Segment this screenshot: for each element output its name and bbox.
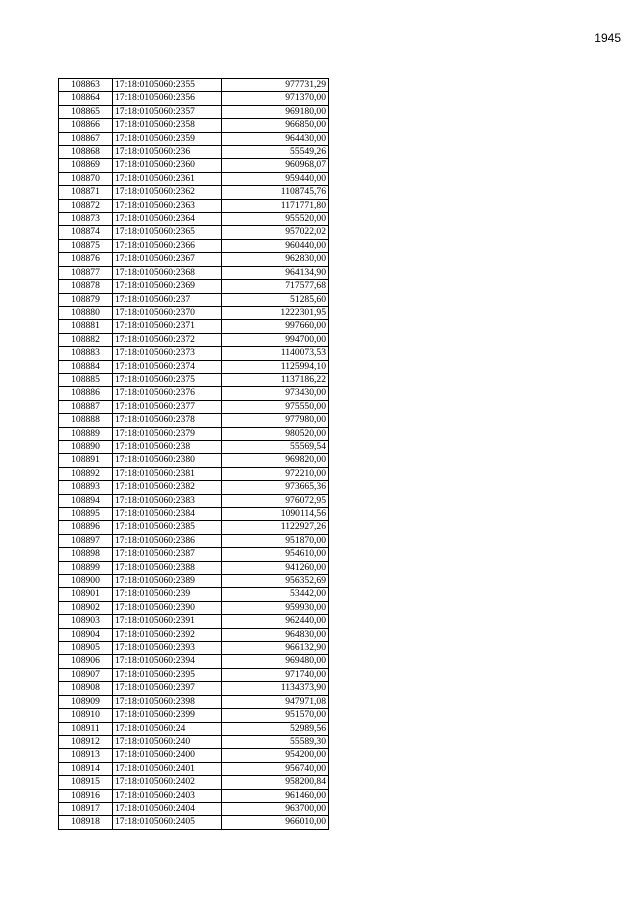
table-row xyxy=(59,682,329,695)
row-id-cell: 108865 xyxy=(59,105,113,118)
table-row xyxy=(59,333,329,346)
table-row xyxy=(59,588,329,601)
cadastral-number-cell: 17:18:0105060:2404 xyxy=(113,802,222,815)
table-row xyxy=(59,306,329,319)
value-cell: 969180,00 xyxy=(222,105,329,118)
ledger-body xyxy=(59,79,329,830)
value-cell: 964830,00 xyxy=(222,628,329,641)
cadastral-number-cell: 17:18:0105060:2392 xyxy=(113,628,222,641)
row-id-cell: 108902 xyxy=(59,601,113,614)
value-cell: 972210,00 xyxy=(222,467,329,480)
row-id-cell: 108883 xyxy=(59,347,113,360)
cadastral-number-cell: 17:18:0105060:2401 xyxy=(113,762,222,775)
table-row xyxy=(59,414,329,427)
cadastral-number-cell: 17:18:0105060:2369 xyxy=(113,280,222,293)
cadastral-number-cell: 17:18:0105060:2359 xyxy=(113,132,222,145)
table-row xyxy=(59,427,329,440)
row-id-cell: 108895 xyxy=(59,508,113,521)
value-cell: 957022,02 xyxy=(222,226,329,239)
value-cell: 963700,00 xyxy=(222,802,329,815)
value-cell: 969480,00 xyxy=(222,655,329,668)
row-id-cell: 108875 xyxy=(59,239,113,252)
value-cell: 717577,68 xyxy=(222,280,329,293)
row-id-cell: 108889 xyxy=(59,427,113,440)
cadastral-number-cell: 17:18:0105060:2387 xyxy=(113,548,222,561)
row-id-cell: 108868 xyxy=(59,146,113,159)
row-id-cell: 108866 xyxy=(59,119,113,132)
cadastral-number-cell: 17:18:0105060:2378 xyxy=(113,414,222,427)
row-id-cell: 108917 xyxy=(59,802,113,815)
cadastral-number-cell: 17:18:0105060:2389 xyxy=(113,575,222,588)
table-row xyxy=(59,293,329,306)
value-cell: 52989,56 xyxy=(222,722,329,735)
row-id-cell: 108894 xyxy=(59,494,113,507)
value-cell: 973665,36 xyxy=(222,481,329,494)
cadastral-number-cell: 17:18:0105060:2391 xyxy=(113,615,222,628)
cadastral-number-cell: 17:18:0105060:24 xyxy=(113,722,222,735)
cadastral-number-cell: 17:18:0105060:2397 xyxy=(113,682,222,695)
table-row xyxy=(59,628,329,641)
cadastral-number-cell: 17:18:0105060:2357 xyxy=(113,105,222,118)
value-cell: 959930,00 xyxy=(222,601,329,614)
cadastral-number-cell: 17:18:0105060:2367 xyxy=(113,253,222,266)
value-cell: 971370,00 xyxy=(222,92,329,105)
table-row xyxy=(59,105,329,118)
value-cell: 1108745,76 xyxy=(222,186,329,199)
cadastral-number-cell: 17:18:0105060:2360 xyxy=(113,159,222,172)
cadastral-number-cell: 17:18:0105060:2361 xyxy=(113,172,222,185)
cadastral-number-cell: 17:18:0105060:2405 xyxy=(113,816,222,829)
table-row xyxy=(59,454,329,467)
row-id-cell: 108900 xyxy=(59,575,113,588)
ledger-table xyxy=(58,78,329,830)
row-id-cell: 108916 xyxy=(59,789,113,802)
table-row xyxy=(59,186,329,199)
value-cell: 962440,00 xyxy=(222,615,329,628)
row-id-cell: 108884 xyxy=(59,360,113,373)
value-cell: 960968,07 xyxy=(222,159,329,172)
table-row xyxy=(59,119,329,132)
row-id-cell: 108907 xyxy=(59,668,113,681)
cadastral-number-cell: 17:18:0105060:2393 xyxy=(113,642,222,655)
table-row xyxy=(59,172,329,185)
row-id-cell: 108872 xyxy=(59,199,113,212)
row-id-cell: 108913 xyxy=(59,749,113,762)
value-cell: 954200,00 xyxy=(222,749,329,762)
table-row xyxy=(59,601,329,614)
table-row xyxy=(59,521,329,534)
table-row xyxy=(59,789,329,802)
row-id-cell: 108908 xyxy=(59,682,113,695)
row-id-cell: 108915 xyxy=(59,776,113,789)
value-cell: 1140073,53 xyxy=(222,347,329,360)
table-row xyxy=(59,735,329,748)
cadastral-number-cell: 17:18:0105060:2355 xyxy=(113,79,222,92)
row-id-cell: 108891 xyxy=(59,454,113,467)
cadastral-number-cell: 17:18:0105060:2373 xyxy=(113,347,222,360)
cadastral-number-cell: 17:18:0105060:2376 xyxy=(113,387,222,400)
table-row xyxy=(59,615,329,628)
table-row xyxy=(59,92,329,105)
cadastral-number-cell: 17:18:0105060:2402 xyxy=(113,776,222,789)
value-cell: 977731,29 xyxy=(222,79,329,92)
value-cell: 55549,26 xyxy=(222,146,329,159)
cadastral-number-cell: 17:18:0105060:2377 xyxy=(113,400,222,413)
table-row xyxy=(59,816,329,829)
cadastral-number-cell: 17:18:0105060:238 xyxy=(113,440,222,453)
value-cell: 951570,00 xyxy=(222,709,329,722)
value-cell: 941260,00 xyxy=(222,561,329,574)
row-id-cell: 108911 xyxy=(59,722,113,735)
cadastral-number-cell: 17:18:0105060:239 xyxy=(113,588,222,601)
cadastral-number-cell: 17:18:0105060:2388 xyxy=(113,561,222,574)
value-cell: 1134373,90 xyxy=(222,682,329,695)
row-id-cell: 108918 xyxy=(59,816,113,829)
value-cell: 962830,00 xyxy=(222,253,329,266)
cadastral-number-cell: 17:18:0105060:2358 xyxy=(113,119,222,132)
cadastral-number-cell: 17:18:0105060:2375 xyxy=(113,373,222,386)
cadastral-number-cell: 17:18:0105060:2365 xyxy=(113,226,222,239)
row-id-cell: 108898 xyxy=(59,548,113,561)
row-id-cell: 108876 xyxy=(59,253,113,266)
value-cell: 1125994,10 xyxy=(222,360,329,373)
cadastral-number-cell: 17:18:0105060:2372 xyxy=(113,333,222,346)
table-row xyxy=(59,239,329,252)
row-id-cell: 108910 xyxy=(59,709,113,722)
cadastral-number-cell: 17:18:0105060:2394 xyxy=(113,655,222,668)
table-row xyxy=(59,776,329,789)
table-row xyxy=(59,481,329,494)
value-cell: 1137186,22 xyxy=(222,373,329,386)
table-row xyxy=(59,159,329,172)
table-row xyxy=(59,213,329,226)
cadastral-number-cell: 17:18:0105060:2398 xyxy=(113,695,222,708)
value-cell: 977980,00 xyxy=(222,414,329,427)
value-cell: 1222301,95 xyxy=(222,306,329,319)
table-row xyxy=(59,387,329,400)
cadastral-number-cell: 17:18:0105060:2403 xyxy=(113,789,222,802)
table-row xyxy=(59,266,329,279)
cadastral-number-cell: 17:18:0105060:2370 xyxy=(113,306,222,319)
value-cell: 980520,00 xyxy=(222,427,329,440)
cadastral-number-cell: 17:18:0105060:240 xyxy=(113,735,222,748)
value-cell: 55589,30 xyxy=(222,735,329,748)
value-cell: 976072,95 xyxy=(222,494,329,507)
cadastral-number-cell: 17:18:0105060:2399 xyxy=(113,709,222,722)
row-id-cell: 108863 xyxy=(59,79,113,92)
value-cell: 951870,00 xyxy=(222,534,329,547)
table-row xyxy=(59,548,329,561)
table-row xyxy=(59,79,329,92)
value-cell: 956740,00 xyxy=(222,762,329,775)
row-id-cell: 108879 xyxy=(59,293,113,306)
row-id-cell: 108878 xyxy=(59,280,113,293)
value-cell: 994700,00 xyxy=(222,333,329,346)
table-row xyxy=(59,575,329,588)
cadastral-number-cell: 17:18:0105060:236 xyxy=(113,146,222,159)
table-row xyxy=(59,668,329,681)
row-id-cell: 108897 xyxy=(59,534,113,547)
cadastral-number-cell: 17:18:0105060:2381 xyxy=(113,467,222,480)
row-id-cell: 108882 xyxy=(59,333,113,346)
row-id-cell: 108886 xyxy=(59,387,113,400)
row-id-cell: 108914 xyxy=(59,762,113,775)
cadastral-number-cell: 17:18:0105060:2368 xyxy=(113,266,222,279)
table-row xyxy=(59,762,329,775)
table-row xyxy=(59,360,329,373)
row-id-cell: 108888 xyxy=(59,414,113,427)
value-cell: 954610,00 xyxy=(222,548,329,561)
value-cell: 964134,90 xyxy=(222,266,329,279)
table-row xyxy=(59,749,329,762)
table-row xyxy=(59,440,329,453)
cadastral-number-cell: 17:18:0105060:2379 xyxy=(113,427,222,440)
row-id-cell: 108892 xyxy=(59,467,113,480)
row-id-cell: 108871 xyxy=(59,186,113,199)
table-row xyxy=(59,695,329,708)
value-cell: 955520,00 xyxy=(222,213,329,226)
value-cell: 975550,00 xyxy=(222,400,329,413)
table-row xyxy=(59,347,329,360)
table-row xyxy=(59,320,329,333)
row-id-cell: 108877 xyxy=(59,266,113,279)
value-cell: 53442,00 xyxy=(222,588,329,601)
value-cell: 51285,60 xyxy=(222,293,329,306)
table-row xyxy=(59,400,329,413)
cadastral-number-cell: 17:18:0105060:2382 xyxy=(113,481,222,494)
row-id-cell: 108906 xyxy=(59,655,113,668)
table-row xyxy=(59,373,329,386)
row-id-cell: 108909 xyxy=(59,695,113,708)
cadastral-number-cell: 17:18:0105060:2363 xyxy=(113,199,222,212)
row-id-cell: 108899 xyxy=(59,561,113,574)
value-cell: 1122927,26 xyxy=(222,521,329,534)
row-id-cell: 108869 xyxy=(59,159,113,172)
value-cell: 964430,00 xyxy=(222,132,329,145)
cadastral-number-cell: 17:18:0105060:2366 xyxy=(113,239,222,252)
value-cell: 969820,00 xyxy=(222,454,329,467)
row-id-cell: 108905 xyxy=(59,642,113,655)
table-row xyxy=(59,467,329,480)
row-id-cell: 108904 xyxy=(59,628,113,641)
value-cell: 959440,00 xyxy=(222,172,329,185)
cadastral-number-cell: 17:18:0105060:2400 xyxy=(113,749,222,762)
row-id-cell: 108873 xyxy=(59,213,113,226)
value-cell: 960440,00 xyxy=(222,239,329,252)
row-id-cell: 108890 xyxy=(59,440,113,453)
cadastral-number-cell: 17:18:0105060:2383 xyxy=(113,494,222,507)
row-id-cell: 108881 xyxy=(59,320,113,333)
value-cell: 973430,00 xyxy=(222,387,329,400)
cadastral-number-cell: 17:18:0105060:2356 xyxy=(113,92,222,105)
row-id-cell: 108887 xyxy=(59,400,113,413)
row-id-cell: 108893 xyxy=(59,481,113,494)
table-row xyxy=(59,561,329,574)
table-row xyxy=(59,655,329,668)
row-id-cell: 108903 xyxy=(59,615,113,628)
cadastral-number-cell: 17:18:0105060:2384 xyxy=(113,508,222,521)
row-id-cell: 108901 xyxy=(59,588,113,601)
table-row xyxy=(59,642,329,655)
table-row xyxy=(59,709,329,722)
cadastral-number-cell: 17:18:0105060:2395 xyxy=(113,668,222,681)
cadastral-number-cell: 17:18:0105060:2362 xyxy=(113,186,222,199)
value-cell: 966010,00 xyxy=(222,816,329,829)
cadastral-number-cell: 17:18:0105060:2385 xyxy=(113,521,222,534)
table-row xyxy=(59,226,329,239)
cadastral-number-cell: 17:18:0105060:2390 xyxy=(113,601,222,614)
table-row xyxy=(59,132,329,145)
table-row xyxy=(59,494,329,507)
row-id-cell: 108867 xyxy=(59,132,113,145)
table-row xyxy=(59,253,329,266)
table-row xyxy=(59,722,329,735)
cadastral-number-cell: 17:18:0105060:2386 xyxy=(113,534,222,547)
value-cell: 958200,84 xyxy=(222,776,329,789)
row-id-cell: 108874 xyxy=(59,226,113,239)
row-id-cell: 108864 xyxy=(59,92,113,105)
value-cell: 1171771,80 xyxy=(222,199,329,212)
value-cell: 961460,00 xyxy=(222,789,329,802)
page-number: 1945 xyxy=(594,31,621,45)
table-row xyxy=(59,508,329,521)
table-row xyxy=(59,534,329,547)
value-cell: 966850,00 xyxy=(222,119,329,132)
row-id-cell: 108885 xyxy=(59,373,113,386)
cadastral-number-cell: 17:18:0105060:2364 xyxy=(113,213,222,226)
value-cell: 997660,00 xyxy=(222,320,329,333)
table-row xyxy=(59,146,329,159)
table-row xyxy=(59,802,329,815)
row-id-cell: 108896 xyxy=(59,521,113,534)
row-id-cell: 108870 xyxy=(59,172,113,185)
value-cell: 55569,54 xyxy=(222,440,329,453)
row-id-cell: 108880 xyxy=(59,306,113,319)
table-row xyxy=(59,199,329,212)
value-cell: 947971,08 xyxy=(222,695,329,708)
table-row xyxy=(59,280,329,293)
value-cell: 966132,90 xyxy=(222,642,329,655)
row-id-cell: 108912 xyxy=(59,735,113,748)
value-cell: 956352,69 xyxy=(222,575,329,588)
value-cell: 1090114,56 xyxy=(222,508,329,521)
cadastral-number-cell: 17:18:0105060:2371 xyxy=(113,320,222,333)
cadastral-number-cell: 17:18:0105060:2380 xyxy=(113,454,222,467)
cadastral-number-cell: 17:18:0105060:237 xyxy=(113,293,222,306)
value-cell: 971740,00 xyxy=(222,668,329,681)
cadastral-number-cell: 17:18:0105060:2374 xyxy=(113,360,222,373)
